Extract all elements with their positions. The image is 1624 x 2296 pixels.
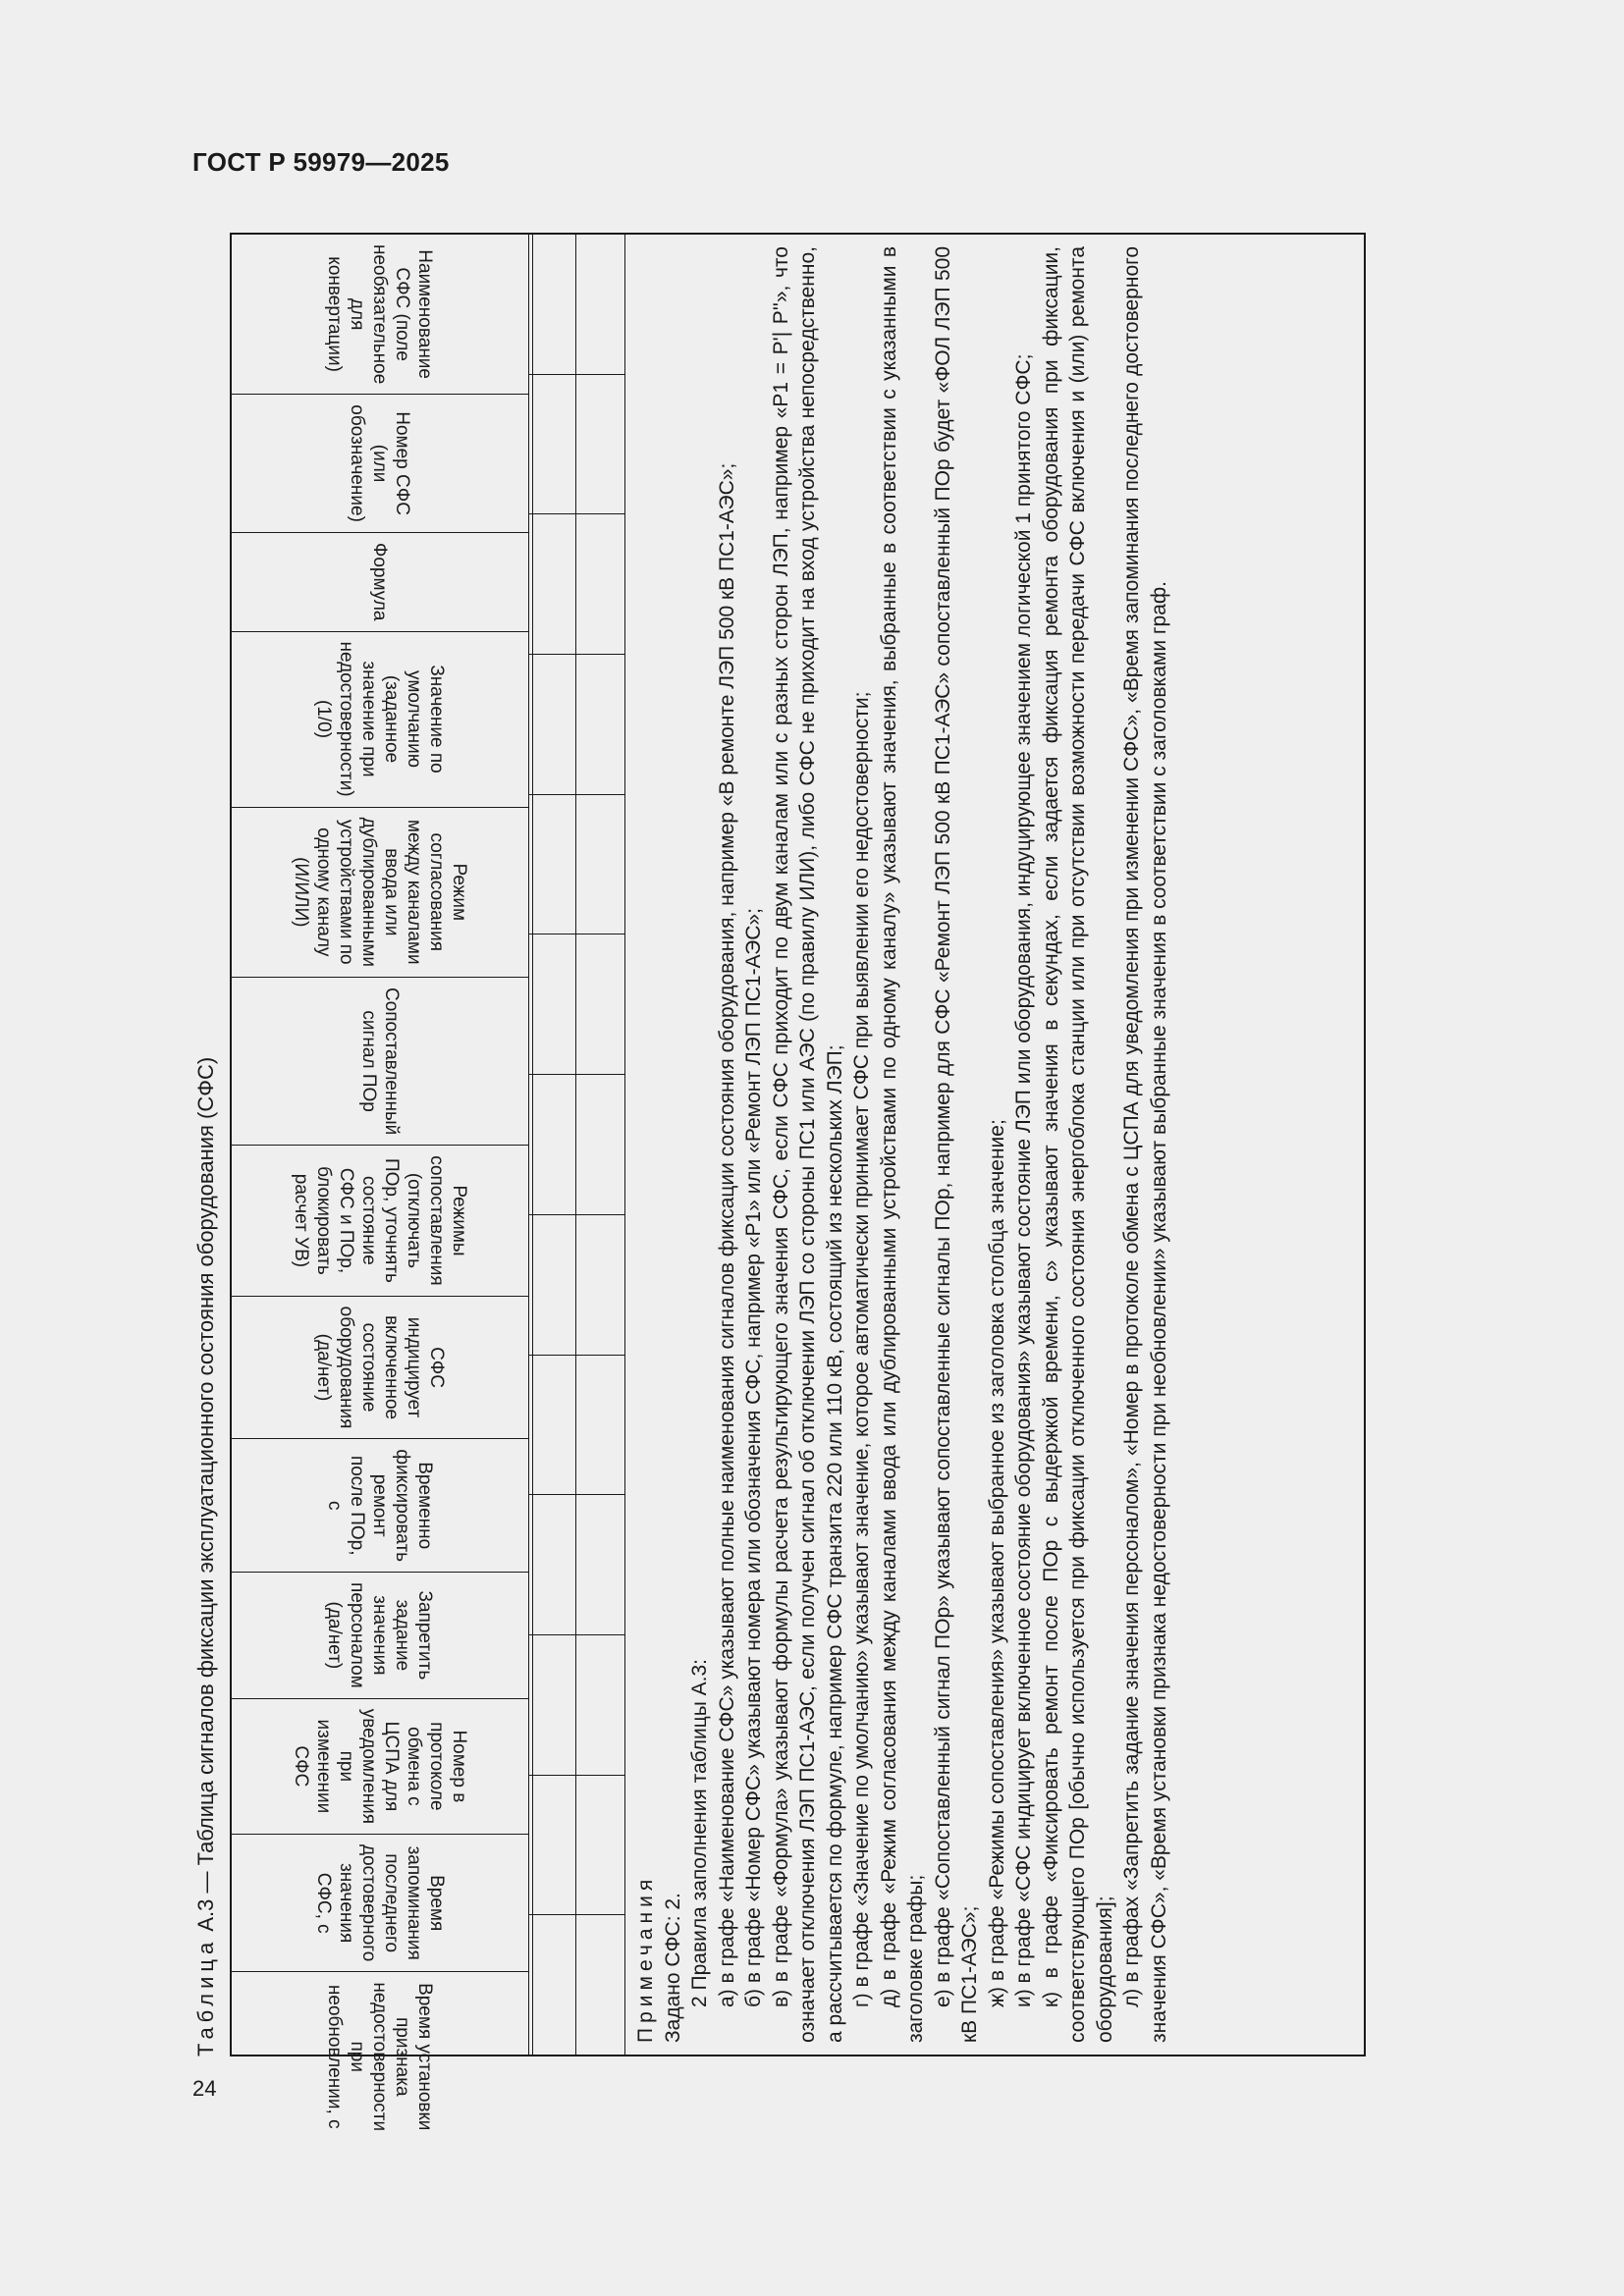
note-item: л) в графах «Запретить задание значения персоналом», «Номер в протоколе обмена с ЦСПА для уведомления при изменении СФС», «Время запоминания последнего достоверного значения СФС», «Время установки признака недостоверности при необновлении» указывают выбранные значения в соответствии с заголовками граф. <box>1120 246 1170 2043</box>
header-col-10: Запретить задание значения персоналом (да/нет) <box>232 1572 528 1698</box>
note-item: Задано СФС: 2. <box>661 1893 684 2043</box>
note-item: к) в графе «Фиксировать ремонт после ПОр с выдержкой времени, с» указывают значения в секундах, если задается фиксация ремонта оборудования при фиксации, соответствующего ПОр [обычно используется при фиксации отключенного состояния энергоблока станции или при отсутствии возможности передачи СФС включения и (или) ремонта оборудования]; <box>1039 246 1116 2043</box>
header-col-5: Режим согласования между каналами ввода или дублированными устройствами по одному каналу (И/ИЛИ) <box>232 807 528 977</box>
table-cell <box>528 935 624 1076</box>
header-col-3: Формула <box>232 532 528 631</box>
document-standard-number: ГОСТ Р 59979—2025 <box>192 147 450 177</box>
note-item: д) в графе «Режим согласования между каналами ввода или дублированными устройствами по одному каналу» указывают значения, выбранные в соответствии с указанными в заголовке графы; <box>877 246 927 2043</box>
table-cell <box>528 1075 624 1215</box>
notes-divider <box>624 235 625 2055</box>
note-item: а) в графе «Наименование СФС» указывают полные наименования сигналов фиксации состояния оборудования, например «В ремонте ЛЭП 500 кВ ПС1-АЭС»; <box>715 462 738 2007</box>
header-col-9: Временно фиксировать ремонт после ПОр, с <box>232 1438 528 1572</box>
table-cell <box>528 795 624 935</box>
table-cell <box>528 1915 624 2055</box>
header-col-6: Сопоставленный сигнал ПОр <box>232 977 528 1145</box>
note-item: г) в графе «Значение по умолчанию» указывают значение, которое автоматически принимает СФС при выявлении его недостоверности; <box>850 691 873 2007</box>
header-col-7: Режимы сопоставления (отключать ПОр, уточнять состояние СФС и ПОр, блокировать расчет УВ) <box>232 1145 528 1295</box>
note-item: и) в графе «СФС индицирует включенное состояние оборудования» указывают состояние ЛЭП или оборудования, индуцирующее значением логической 1 принятого СФС; <box>1012 353 1035 2007</box>
table-cell <box>528 375 624 515</box>
table-caption-text: А.3 — Таблица сигналов фиксации эксплуатационного состояния оборудования (СФС) <box>193 1056 218 1938</box>
table-caption <box>192 1057 220 2056</box>
table-cell <box>528 1356 624 1496</box>
note-item: ж) в графе «Режимы сопоставления» указывают выбранное из заголовка столбца значение; <box>985 1119 1008 2007</box>
empty-data-rows <box>528 235 624 2055</box>
header-col-1: Наименование СФС (поле необязательное для конвертации) <box>324 244 436 385</box>
header-col-4: Значение по умолчанию (заданное значение при недостоверности) (1/0) <box>232 631 528 807</box>
note-item: е) в графе «Сопоставленный сигнал ПОр» указывают сопоставленные сигналы ПОр, например для СФС «Ремонт ЛЭП 500 кВ ПС1-АЭС» сопоставленный ПОр будет «ФОЛ ЛЭП 500 кВ ПС1-АЭС»; <box>931 246 981 2043</box>
header-col-13: Время установки признака недостоверности при необновлении, с <box>232 1971 528 2141</box>
table-cell <box>528 514 624 655</box>
table-header-row <box>232 235 528 2132</box>
table-caption-prefix: Таблица <box>193 1937 218 2056</box>
header-col-8: СФС индицирует включенное состояние оборудования (да/нет) <box>232 1296 528 1439</box>
table-cell <box>528 655 624 795</box>
notes-title: Примечания <box>634 1874 657 2043</box>
table-notes <box>632 246 1172 2043</box>
header-col-11: Номер в протоколе обмена с ЦСПА для уведомления при изменении СФС <box>232 1698 528 1834</box>
table-cell <box>528 1215 624 1356</box>
header-col-12: Время запоминания последнего достоверного значения СФС, с <box>232 1834 528 1971</box>
note-item: б) в графе «Номер СФС» указывают номера или обозначения СФС, например «Р1» или «Ремонт ЛЭП ПС1-АЭС»; <box>742 908 765 2007</box>
note-item: в) в графе «Формула» указывают формулы расчета результирующего значения СФС, если СФС приходит по двум каналам или с разных сторон ЛЭП, например «Р1 = Р'| Р''», что означает отключения ЛЭП ПС1-АЭС, если получен сигнал об отключении ЛЭП со стороны ПС1 или АЭС (по правилу ИЛИ), либо СФС не приходит на вход устройства непосредственно, а рассчитывается по формуле, например СФС транзита 220 или 110 кВ, состоящий из нескольких ЛЭП; <box>769 246 846 2043</box>
table-cell <box>528 235 624 375</box>
page-number: 24 <box>192 2076 217 2101</box>
table-cell <box>528 1776 624 1916</box>
header-col-2: Номер СФС (или обозначение) <box>232 394 528 532</box>
table-cell <box>528 1635 624 1776</box>
table-cell <box>528 1495 624 1635</box>
note-item: 2 Правила заполнения таблицы А.3: <box>688 1658 711 2007</box>
signals-table <box>230 233 1366 2132</box>
